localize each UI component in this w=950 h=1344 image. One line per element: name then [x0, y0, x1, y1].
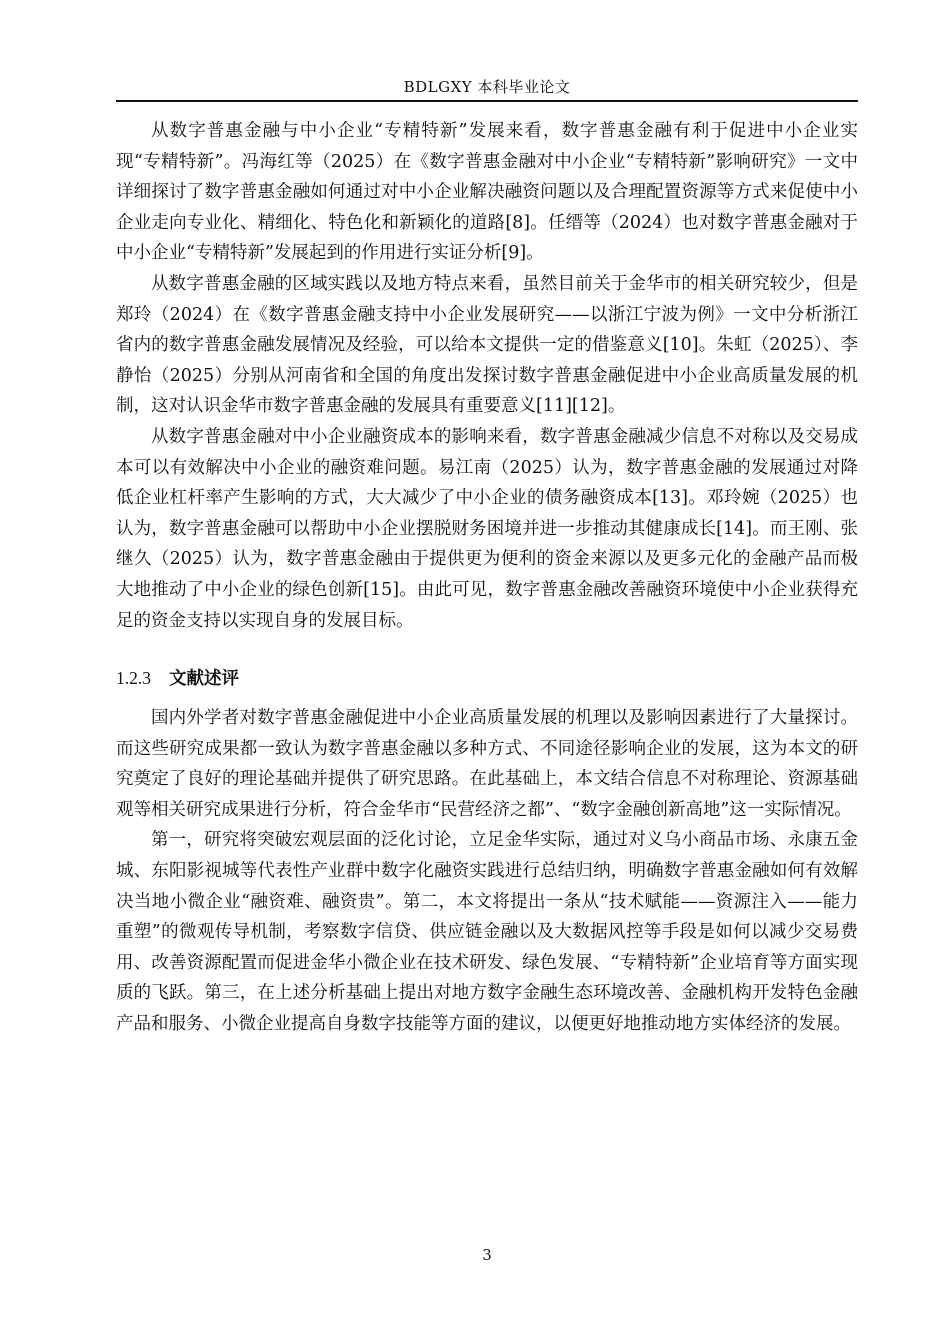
paragraph-regional-practice: 从数字普惠金融的区域实践以及地方特点来看，虽然目前关于金华市的相关研究较少，但是郑玲（2024）在《数字普惠金融支持中小企业发展研究——以浙江宁波为例》一文中分析浙江省内的数字普惠金融发展情况及经验，可以给本文提供一定的借鉴意义[10]。朱虹（2025）、李静怡（2025）分别从河南省和全国的角度出发探讨数字普惠金融促进中小企业高质量发展的机制，这对认识金华市数字普惠金融的发展具有重要意义[11][12]。 [116, 273, 858, 417]
paragraph-literature-review: 国内外学者对数字普惠金融促进中小企业高质量发展的机理以及影响因素进行了大量探讨。而这些研究成果都一致认为数字普惠金融以多种方式、不同途径影响企业的发展，这为本文的研究奠定了良好的理论基础并提供了研究思路。在此基础上，本文结合信息不对称理论、资源基础观等相关研究成果进行分析，符合金华市“民营经济之都”、“数字金融创新高地”这一实际情况。 [116, 708, 858, 820]
paragraph-specialized-development: 从数字普惠金融与中小企业“专精特新”发展来看，数字普惠金融有利于促进中小企业实现“专精特新”。冯海红等（2025）在《数字普惠金融对中小企业“专精特新”影响研究》一文中详细探讨了数字普惠金融如何通过对中小企业解决融资问题以及合理配置资源等方式来促使中小企业走向专业化、精细化、特色化和新颖化的道路[8]。任缙等（2024）也对数字普惠金融对于中小企业“专精特新”发展起到的作用进行实证分析[9]。 [116, 121, 858, 264]
body-text [116, 116, 858, 1040]
section-title: 文献述评 [169, 669, 239, 690]
running-header: BDLGXY 本科毕业论文 [403, 78, 571, 96]
header-rule [116, 100, 858, 102]
page-number: 3 [482, 1246, 492, 1264]
document-page [116, 0, 858, 1344]
paragraph-research-contributions: 第一，研究将突破宏观层面的泛化讨论，立足金华实际，通过对义乌小商品市场、永康五金城、东阳影视城等代表性产业群中数字化融资实践进行总结归纳，明确数字普惠金融如何有效解决当地小微企业“融资难、融资贵”。第二，本文将提出一条从“技术赋能——资源注入——能力重塑”的微观传导机制，考察数字信贷、供应链金融以及大数据风控等手段是如何以减少交易费用、改善资源配置而促进金华小微企业在技术研发、绿色发展、“专精特新”企业培育等方面实现质的飞跃。第三，在上述分析基础上提出对地方数字金融生态环境改善、金融机构开发特色金融产品和服务、小微企业提高自身数字技能等方面的建议，以便更好地推动地方实体经济的发展。 [116, 830, 858, 1035]
section-heading [116, 664, 858, 693]
paragraph-financing-cost: 从数字普惠金融对中小企业融资成本的影响来看，数字普惠金融减少信息不对称以及交易成本可以有效解决中小企业的融资难问题。易江南（2025）认为，数字普惠金融的发展通过对降低企业杠杆率产生影响的方式，大大减少了中小企业的债务融资成本[13]。邓玲婉（2025）也认为，数字普惠金融可以帮助中小企业摆脱财务困境并进一步推动其健康成长[14]。而王刚、张继久（2025）认为，数字普惠金融由于提供更为便利的资金来源以及更多元化的金融产品而极大地推动了中小企业的绿色创新[15]。由此可见，数字普惠金融改善融资环境使中小企业获得充足的资金支持以实现自身的发展目标。 [116, 426, 858, 631]
section-number: 1.2.3 [116, 668, 151, 689]
